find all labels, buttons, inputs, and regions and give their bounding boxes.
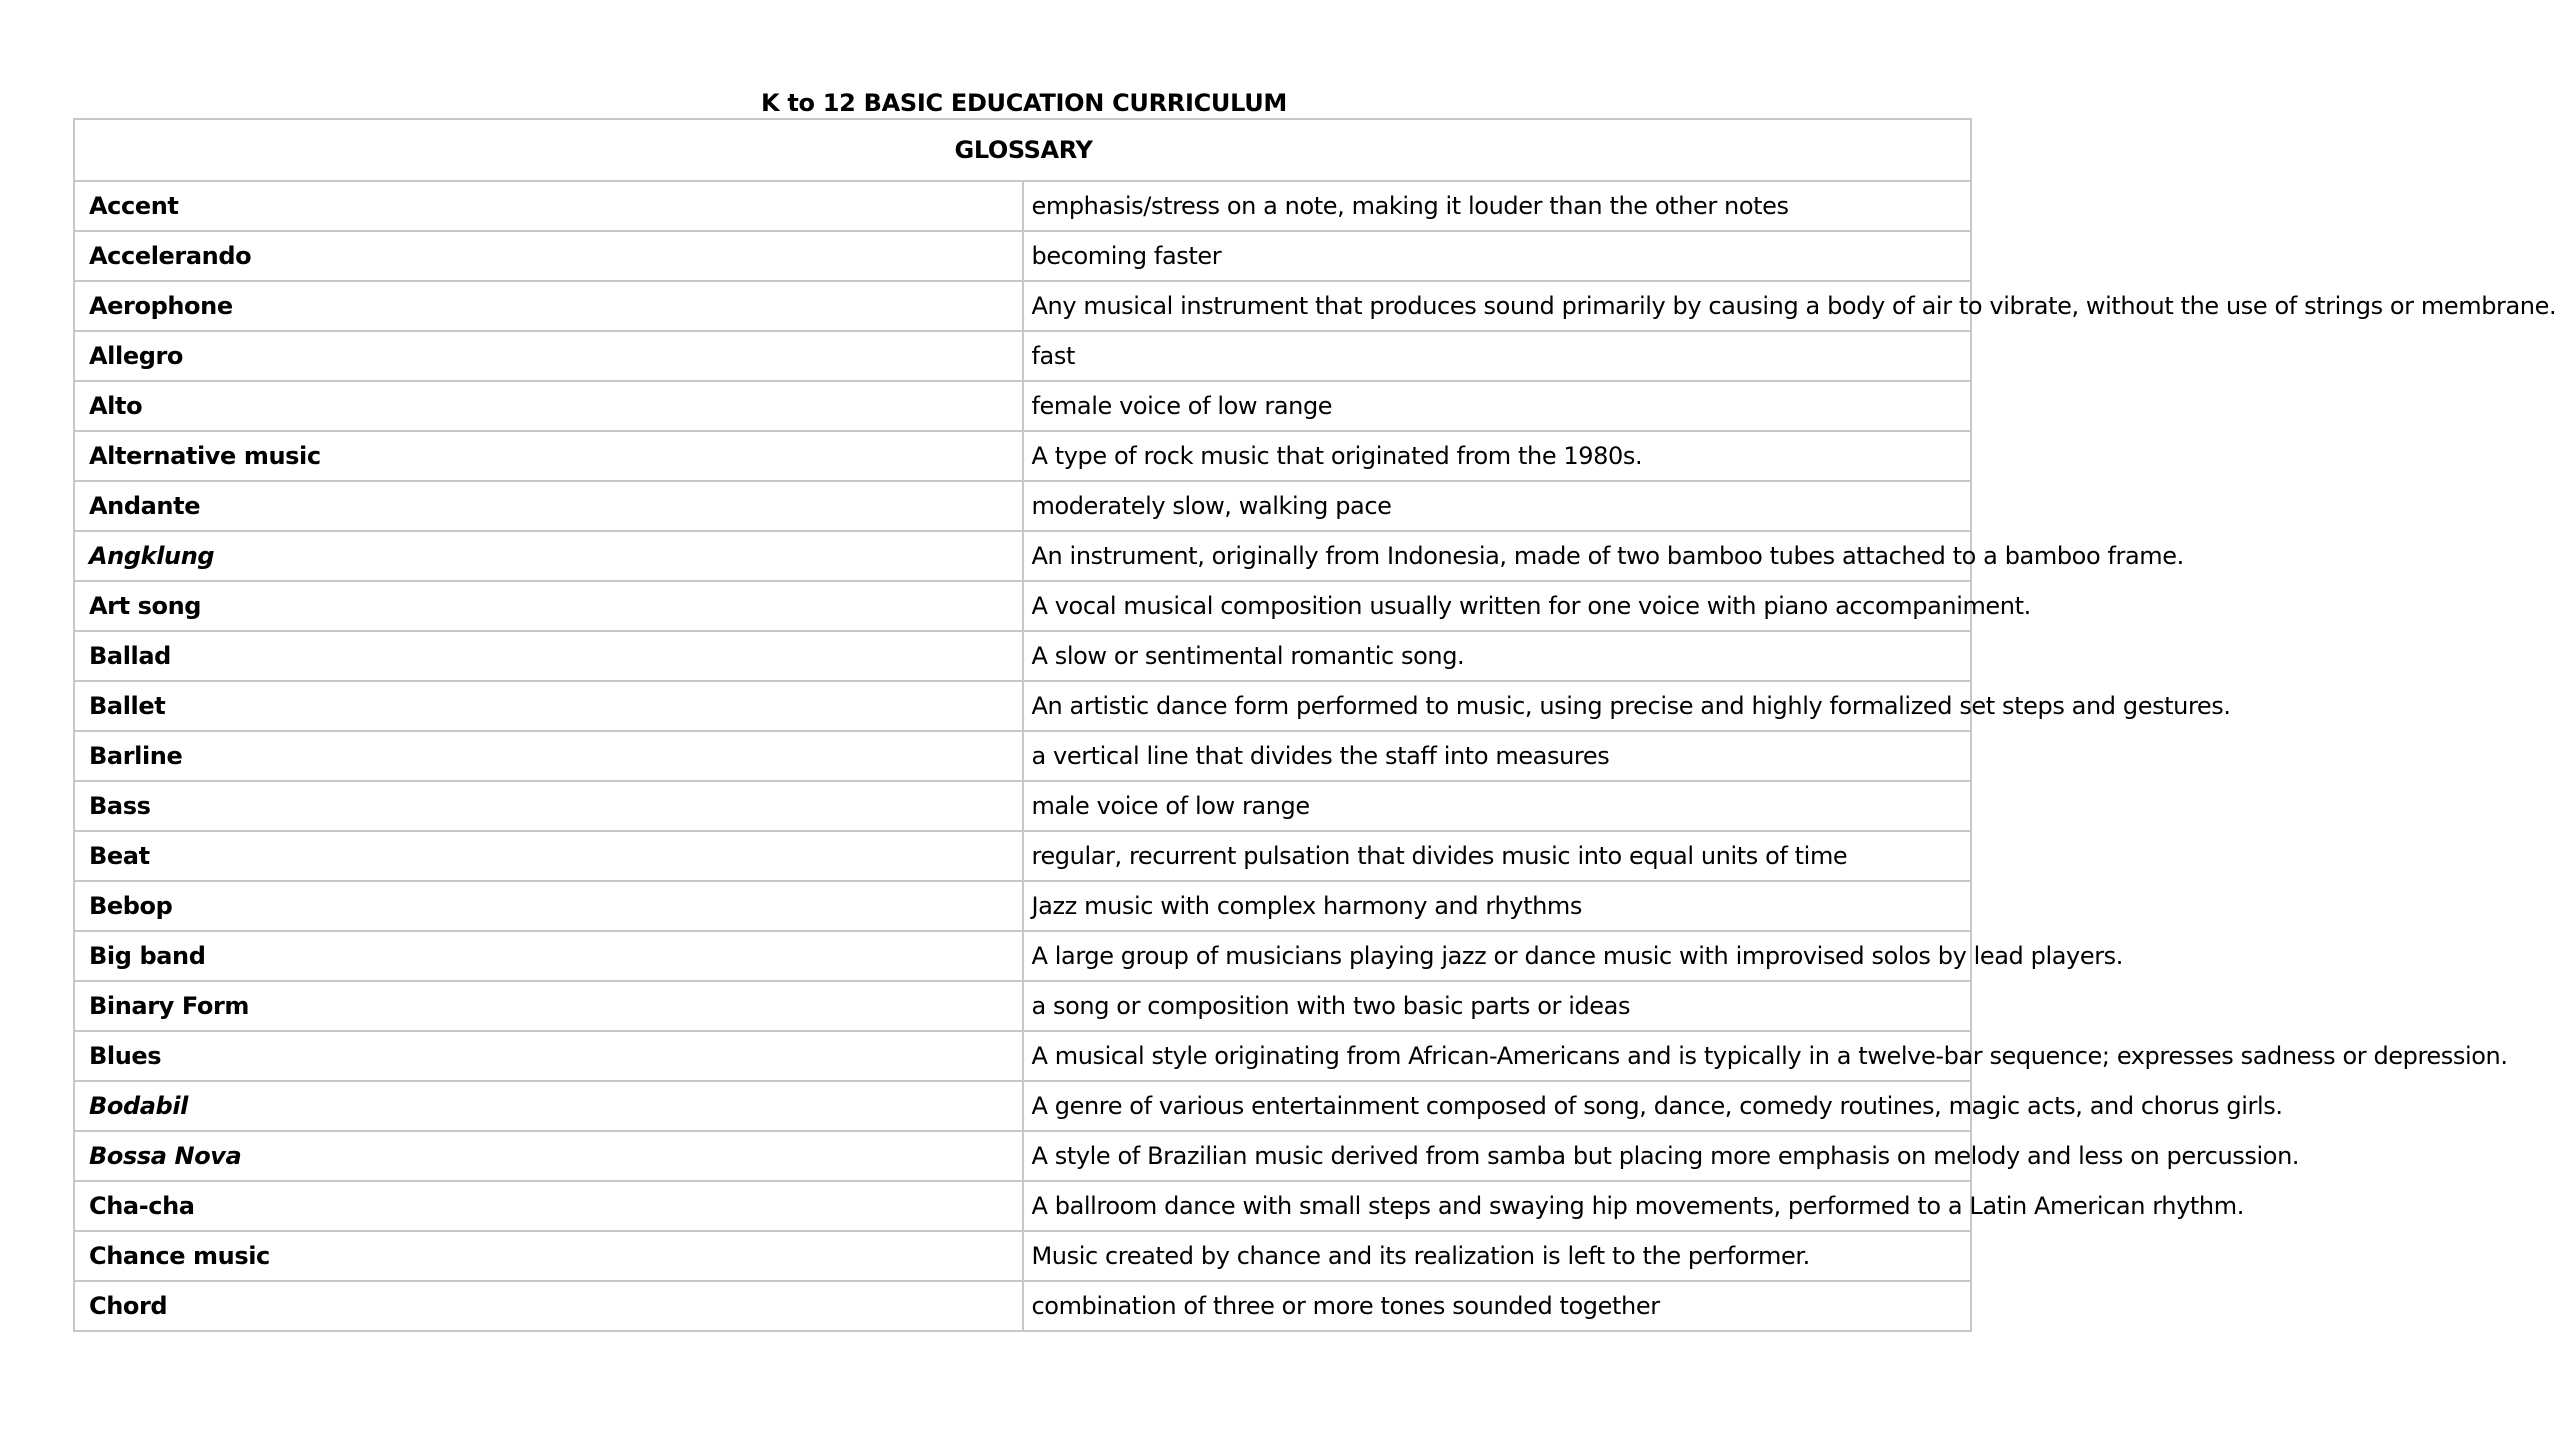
glossary-term: Bodabil xyxy=(74,1081,1023,1131)
glossary-definition: A slow or sentimental romantic song. xyxy=(1023,631,1972,681)
glossary-row xyxy=(74,281,1971,331)
glossary-row xyxy=(74,231,1971,281)
glossary-term: Bebop xyxy=(74,881,1023,931)
glossary-row xyxy=(74,1181,1971,1231)
glossary-definition: A style of Brazilian music derived from samba but placing more emphasis on melody and less on percussion. xyxy=(1023,1131,1972,1181)
glossary-term: Allegro xyxy=(74,331,1023,381)
glossary-term: Bass xyxy=(74,781,1023,831)
glossary-row xyxy=(74,681,1971,731)
glossary-definition: female voice of low range xyxy=(1023,381,1972,431)
glossary-definition: a vertical line that divides the staff into measures xyxy=(1023,731,1972,781)
glossary-row xyxy=(74,331,1971,381)
glossary-row xyxy=(74,1131,1971,1181)
glossary-term: Chance music xyxy=(74,1231,1023,1281)
glossary-row xyxy=(74,631,1971,681)
glossary-definition: A ballroom dance with small steps and swaying hip movements, performed to a Latin American rhythm. xyxy=(1023,1181,1972,1231)
glossary-term: Bossa Nova xyxy=(74,1131,1023,1181)
glossary-row xyxy=(74,431,1971,481)
glossary-table xyxy=(73,118,2556,1332)
glossary-term: Ballet xyxy=(74,681,1023,731)
glossary-term: Beat xyxy=(74,831,1023,881)
glossary-row xyxy=(74,881,1971,931)
glossary-row xyxy=(74,731,1971,781)
glossary-definition: A vocal musical composition usually written for one voice with piano accompaniment. xyxy=(1023,581,1972,631)
glossary-term: Barline xyxy=(74,731,1023,781)
glossary-definition: moderately slow, walking pace xyxy=(1023,481,1972,531)
glossary-term: Blues xyxy=(74,1031,1023,1081)
glossary-row xyxy=(74,531,1971,581)
glossary-body xyxy=(74,181,2556,1331)
glossary-term: Cha-cha xyxy=(74,1181,1023,1231)
glossary-row xyxy=(74,1281,1971,1331)
glossary-term: Binary Form xyxy=(74,981,1023,1031)
glossary-term: Alto xyxy=(74,381,1023,431)
glossary-term: Accent xyxy=(74,181,1023,231)
glossary-definition: fast xyxy=(1023,331,1972,381)
glossary-term: Accelerando xyxy=(74,231,1023,281)
glossary-row xyxy=(74,931,1971,981)
document-title: K to 12 BASIC EDUCATION CURRICULUM xyxy=(760,89,1288,117)
glossary-row xyxy=(74,981,1971,1031)
glossary-heading: GLOSSARY xyxy=(74,119,1971,181)
glossary-definition: regular, recurrent pulsation that divides music into equal units of time xyxy=(1023,831,1972,881)
glossary-definition: a song or composition with two basic parts or ideas xyxy=(1023,981,1972,1031)
glossary-definition: A genre of various entertainment composed of song, dance, comedy routines, magic acts, and chorus girls. xyxy=(1023,1081,1972,1131)
glossary-row xyxy=(74,781,1971,831)
glossary-term: Art song xyxy=(74,581,1023,631)
glossary-row xyxy=(74,1231,1971,1281)
glossary-row xyxy=(74,831,1971,881)
glossary-definition: emphasis/stress on a note, making it louder than the other notes xyxy=(1023,181,1972,231)
glossary-heading-row xyxy=(74,119,1971,181)
glossary-term: Ballad xyxy=(74,631,1023,681)
glossary-row xyxy=(74,181,1971,231)
glossary-definition: Music created by chance and its realization is left to the performer. xyxy=(1023,1231,1972,1281)
glossary-definition: An instrument, originally from Indonesia, made of two bamboo tubes attached to a bamboo frame. xyxy=(1023,531,1972,581)
glossary-definition: A musical style originating from African-Americans and is typically in a twelve-bar sequence; expresses sadness or depression. xyxy=(1023,1031,1972,1081)
glossary-term: Alternative music xyxy=(74,431,1023,481)
glossary-term: Chord xyxy=(74,1281,1023,1331)
glossary-term: Big band xyxy=(74,931,1023,981)
glossary-definition: combination of three or more tones sounded together xyxy=(1023,1281,1972,1331)
glossary-row xyxy=(74,1031,1971,1081)
glossary-definition: Jazz music with complex harmony and rhythms xyxy=(1023,881,1972,931)
glossary-definition: Any musical instrument that produces sound primarily by causing a body of air to vibrate, without the use of strings or membrane. xyxy=(1023,281,1972,331)
glossary-row xyxy=(74,581,1971,631)
glossary-term: Aerophone xyxy=(74,281,1023,331)
glossary-definition: A type of rock music that originated from the 1980s. xyxy=(1023,431,1972,481)
glossary-definition: male voice of low range xyxy=(1023,781,1972,831)
glossary-row xyxy=(74,381,1971,431)
glossary-definition: becoming faster xyxy=(1023,231,1972,281)
glossary-definition: A large group of musicians playing jazz or dance music with improvised solos by lead players. xyxy=(1023,931,1972,981)
glossary-row xyxy=(74,1081,1971,1131)
glossary-definition: An artistic dance form performed to music, using precise and highly formalized set steps and gestures. xyxy=(1023,681,1972,731)
glossary-term: Andante xyxy=(74,481,1023,531)
glossary-term: Angklung xyxy=(74,531,1023,581)
glossary-row xyxy=(74,481,1971,531)
